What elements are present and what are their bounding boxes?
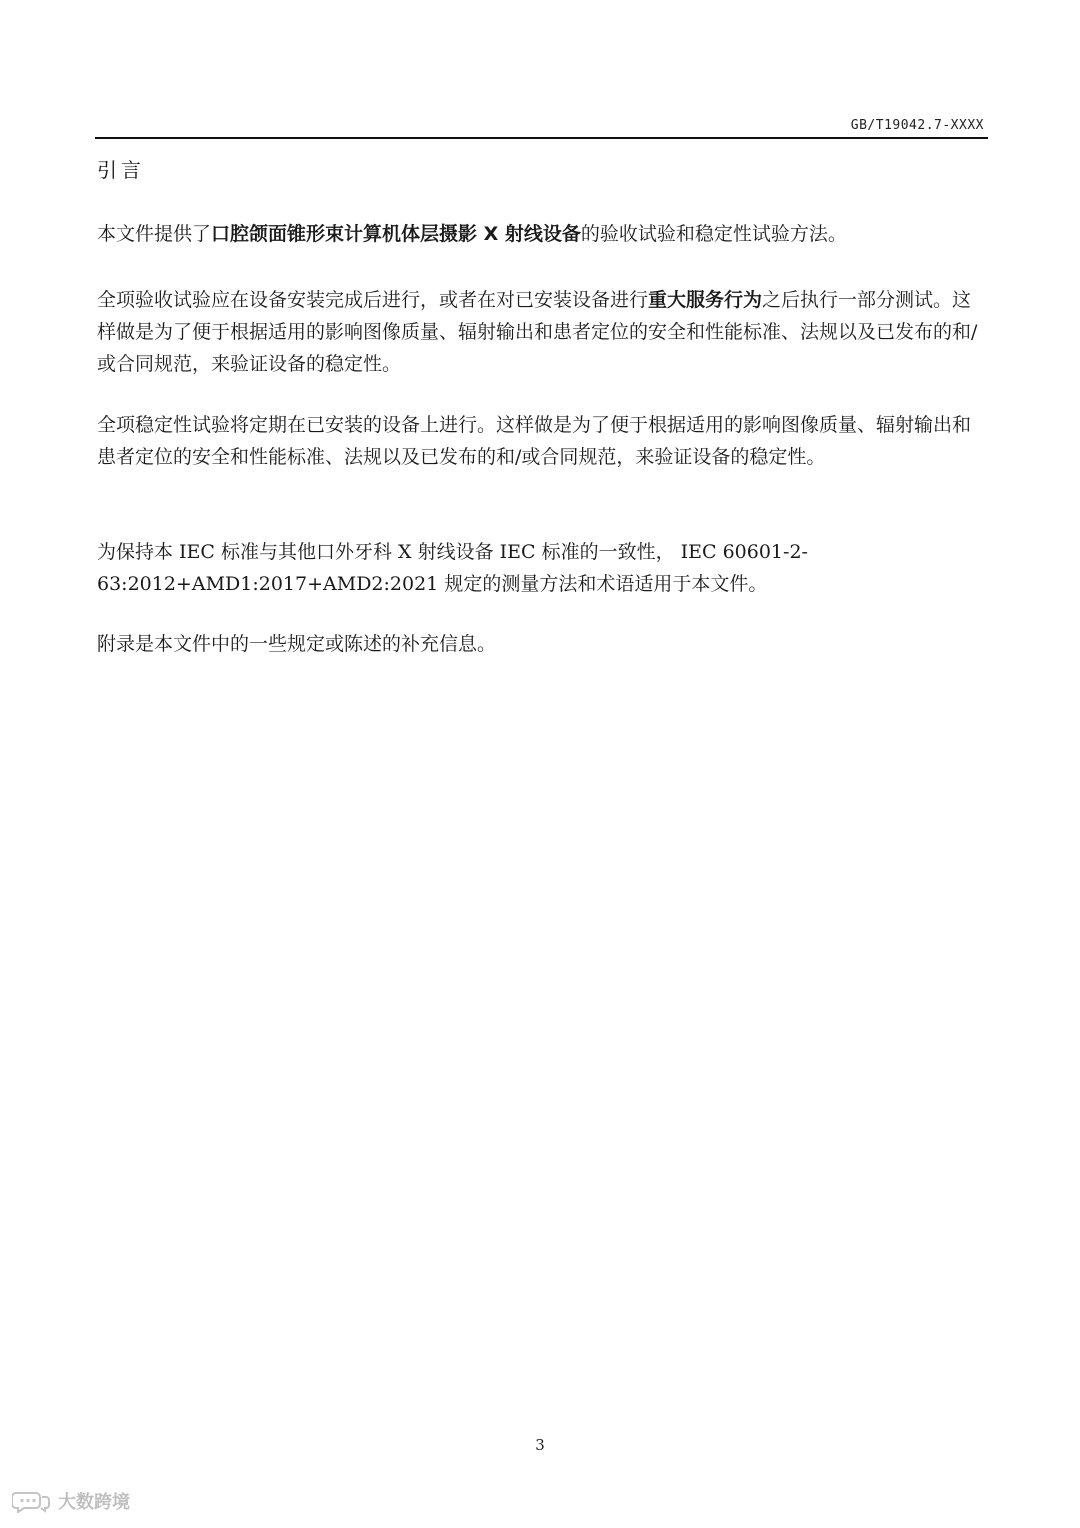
paragraph-acceptance-text-before: 全项验收试验应在设备安装完成后进行，或者在对已安装设备进行 <box>97 289 649 311</box>
paragraph-acceptance-term: 重大服务行为 <box>648 289 763 311</box>
document-code: GB/T19042.7-XXXX <box>850 118 984 133</box>
page-number: 3 <box>535 1436 545 1454</box>
watermark-text: 大数跨境 <box>58 1492 130 1513</box>
header-divider <box>95 137 988 139</box>
chat-bubble-logo-icon <box>12 1489 52 1513</box>
watermark <box>12 1488 130 1514</box>
paragraph-scope-text-after: 的验收试验和稳定性试验方法。 <box>580 223 847 245</box>
paragraph-constancy-tests: 全项稳定性试验将定期在已安装的设备上进行。这样做是为了便于根据适用的影响图像质量、辐射输出和患者定位的安全和性能标准、法规以及已发布的和/或合同规范，来验证设备的稳定性。 <box>97 414 972 468</box>
paragraph-iec-consistency: 为保持本 IEC 标准与其他口外牙科 X 射线设备 IEC 标准的一致性， IEC 60601-2-63:2012+AMD1:2017+AMD2:2021 规定的测量方法和术语适用于本文件。 <box>97 541 808 595</box>
paragraph-scope <box>97 218 987 250</box>
section-title: 引言 <box>97 158 145 182</box>
paragraph-annex-note: 附录是本文件中的一些规定或陈述的补充信息。 <box>97 633 497 655</box>
paragraph-acceptance-text-after: 之后执行一部分测试。这样做是为了便于根据适用的影响图像质量、辐射输出和患者定位的安全和性能标准、法规以及已发布的和/或合同规范，来验证设备的稳定性。 <box>97 289 978 375</box>
paragraph-acceptance-tests <box>97 284 987 380</box>
paragraph-scope-term: 口腔颌面锥形束计算机体层摄影 X 射线设备 <box>211 223 581 245</box>
paragraph-scope-text-before: 本文件提供了 <box>97 223 212 245</box>
